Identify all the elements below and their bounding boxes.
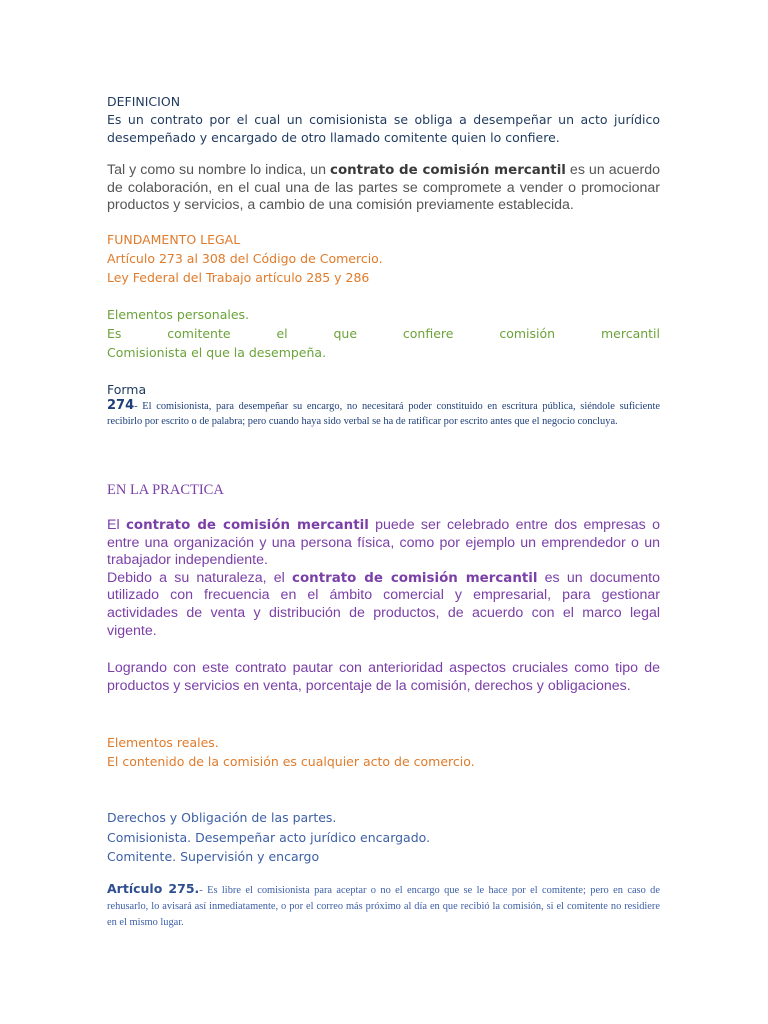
- personales-heading: Elementos personales.: [107, 307, 250, 322]
- practica-p2-bold: contrato de comisión mercantil: [292, 570, 538, 586]
- article-275: [107, 881, 660, 931]
- forma-heading: Forma: [107, 382, 147, 397]
- practica-heading: EN LA PRACTICA: [107, 482, 224, 498]
- practica-paragraph-3: Logrando con este contrato pautar con anterioridad aspectos cruciales como tipo de productos y servicios en venta, porcentaje de la comisión, derechos y obligaciones.: [107, 660, 660, 694]
- reales-line-1: El contenido de la comisión es cualquier acto de comercio.: [107, 754, 475, 769]
- practica-p2-post: es un documento utilizado con frecuencia en el ámbito comercial y empresarial, para gestionar actividades de venta y distribución de productos, de acuerdo con el marco legal vigente.: [107, 569, 660, 639]
- personales-line-1: Es comitente el que confiere comisión mercantil: [107, 326, 660, 341]
- fundamento-heading: FUNDAMENTO LEGAL: [107, 232, 241, 247]
- derechos-line-3: Comitente. Supervisión y encargo: [107, 849, 320, 864]
- intro-text-post: es un acuerdo de colaboración, en el cual una de las partes se compromete a vender o promocionar productos y servicios, a cambio de una comisión previamente establecida.: [107, 162, 660, 213]
- practica-p1-pre: El: [107, 517, 126, 533]
- intro-text-pre: Tal y como su nombre lo indica, un: [107, 162, 330, 178]
- definicion-body: Es un contrato por el cual un comisionista se obliga a desempeñar un acto jurídico desempeñado y encargado de otro llamado comitente quien lo confiere.: [107, 112, 660, 145]
- derechos-line-2: Comisionista. Desempeñar acto jurídico encargado.: [107, 829, 431, 845]
- forma-article: [107, 398, 660, 429]
- reales-section: [107, 733, 660, 771]
- intro-bold: contrato de comisión mercantil: [330, 163, 566, 178]
- derechos-section: [107, 808, 660, 867]
- intro-paragraph: [107, 162, 660, 215]
- article-275-label: Artículo 275.: [107, 881, 200, 896]
- fundamento-section: [107, 230, 660, 287]
- fundamento-line-2: Ley Federal del Trabajo artículo 285 y 286: [107, 270, 370, 285]
- personales-section: [107, 305, 660, 362]
- article-275-text: - Es libre el comisionista para aceptar o no el encargo que se le hace por el comitente; pero en caso de rehusarlo, lo avisará así inmediatamente, o por el correo más próximo al día en que recibió la comisión, si el comitente no residiere en el mismo lugar.: [107, 885, 660, 928]
- reales-heading: Elementos reales.: [107, 735, 219, 750]
- practica-p2-pre: Debido a su naturaleza, el: [107, 569, 293, 586]
- personales-line-2: Comisionista el que la desempeña.: [107, 345, 327, 360]
- practica-paragraph-1: [107, 517, 660, 640]
- definicion-section: [107, 93, 660, 147]
- practica-p1-post: puede ser celebrado entre dos empresas o entre una organización y una persona física, como por ejemplo un emprendedor o un trabajador independiente.: [107, 517, 660, 569]
- article-274-number: 274: [107, 398, 135, 413]
- derechos-line-1: Derechos y Obligación de las partes.: [107, 810, 337, 825]
- practica-p1-bold: contrato de comisión mercantil: [125, 518, 369, 533]
- fundamento-line-1: Artículo 273 al 308 del Código de Comercio.: [107, 251, 383, 266]
- definicion-heading: DEFINICION: [107, 94, 181, 109]
- article-274-text: - El comisionista, para desempeñar su encargo, no necesitará poder constituido en escritura pública, siéndole suficiente recibirlo por escrito o de palabra; pero cuando haya sido verbal se ha de ratificar por escrito antes que el negocio concluya.: [107, 401, 660, 427]
